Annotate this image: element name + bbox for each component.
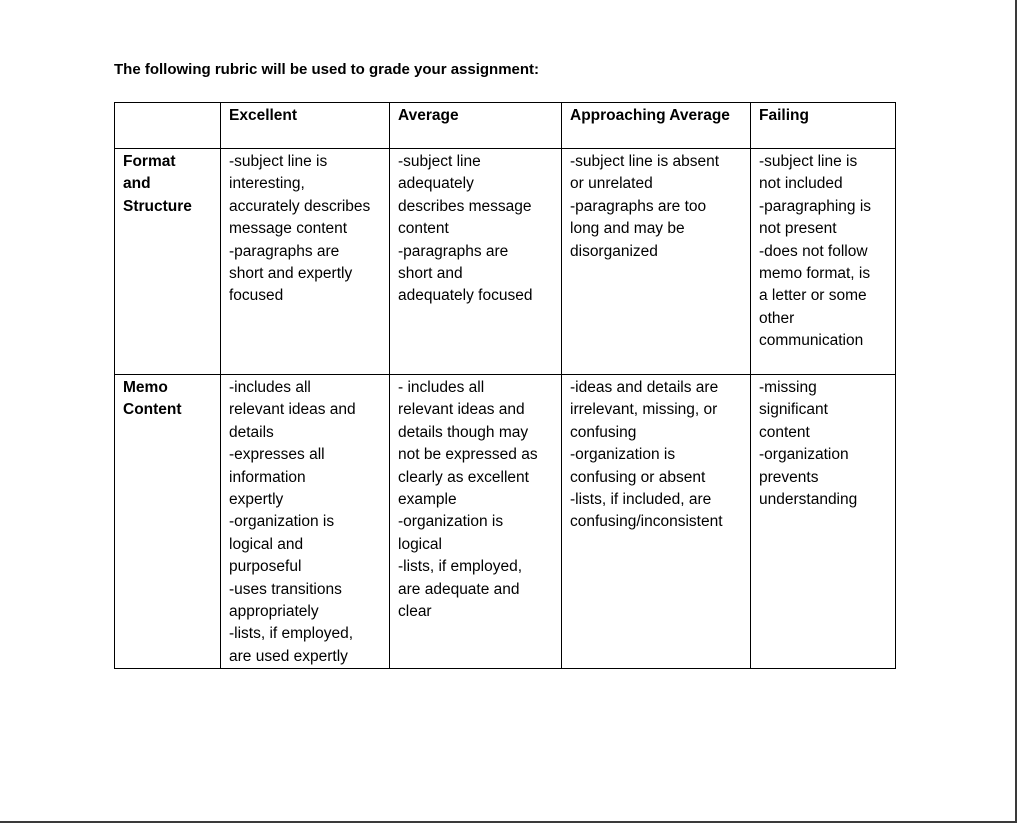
header-average: Average xyxy=(390,103,562,149)
rubric-row-format-structure xyxy=(115,149,896,375)
cell-format-approaching-average: -subject line is absent or unrelated -paragraphs are too long and may be disorganized xyxy=(562,149,751,375)
rubric-header-row xyxy=(115,103,896,149)
cell-format-average: -subject line adequately describes message content -paragraphs are short and adequately focused xyxy=(390,149,562,375)
cell-memo-excellent: -includes all relevant ideas and details -expresses all information expertly -organization is logical and purposeful -uses transitions appropriately -lists, if employed, are used expertly xyxy=(221,375,390,669)
rubric-table xyxy=(114,102,896,669)
cell-memo-failing: -missing significant content -organization prevents understanding xyxy=(751,375,896,669)
cell-format-failing: -subject line is not included -paragraphing is not present -does not follow memo format, is a letter or some other communication xyxy=(751,149,896,375)
row-label-memo-content: Memo Content xyxy=(115,375,221,669)
header-failing: Failing xyxy=(751,103,896,149)
intro-heading: The following rubric will be used to grade your assignment: xyxy=(114,61,540,78)
header-excellent: Excellent xyxy=(221,103,390,149)
row-label-format-structure: Format and Structure xyxy=(115,149,221,375)
header-approaching-average: Approaching Average xyxy=(562,103,751,149)
cell-format-excellent: -subject line is interesting, accurately describes message content -paragraphs are short and expertly focused xyxy=(221,149,390,375)
cell-memo-average: - includes all relevant ideas and details though may not be expressed as clearly as excellent example -organization is logical -lists, if employed, are adequate and clear xyxy=(390,375,562,669)
rubric-row-memo-content xyxy=(115,375,896,669)
cell-memo-approaching-average: -ideas and details are irrelevant, missing, or confusing -organization is confusing or absent -lists, if included, are confusing/inconsistent xyxy=(562,375,751,669)
header-corner xyxy=(115,103,221,149)
